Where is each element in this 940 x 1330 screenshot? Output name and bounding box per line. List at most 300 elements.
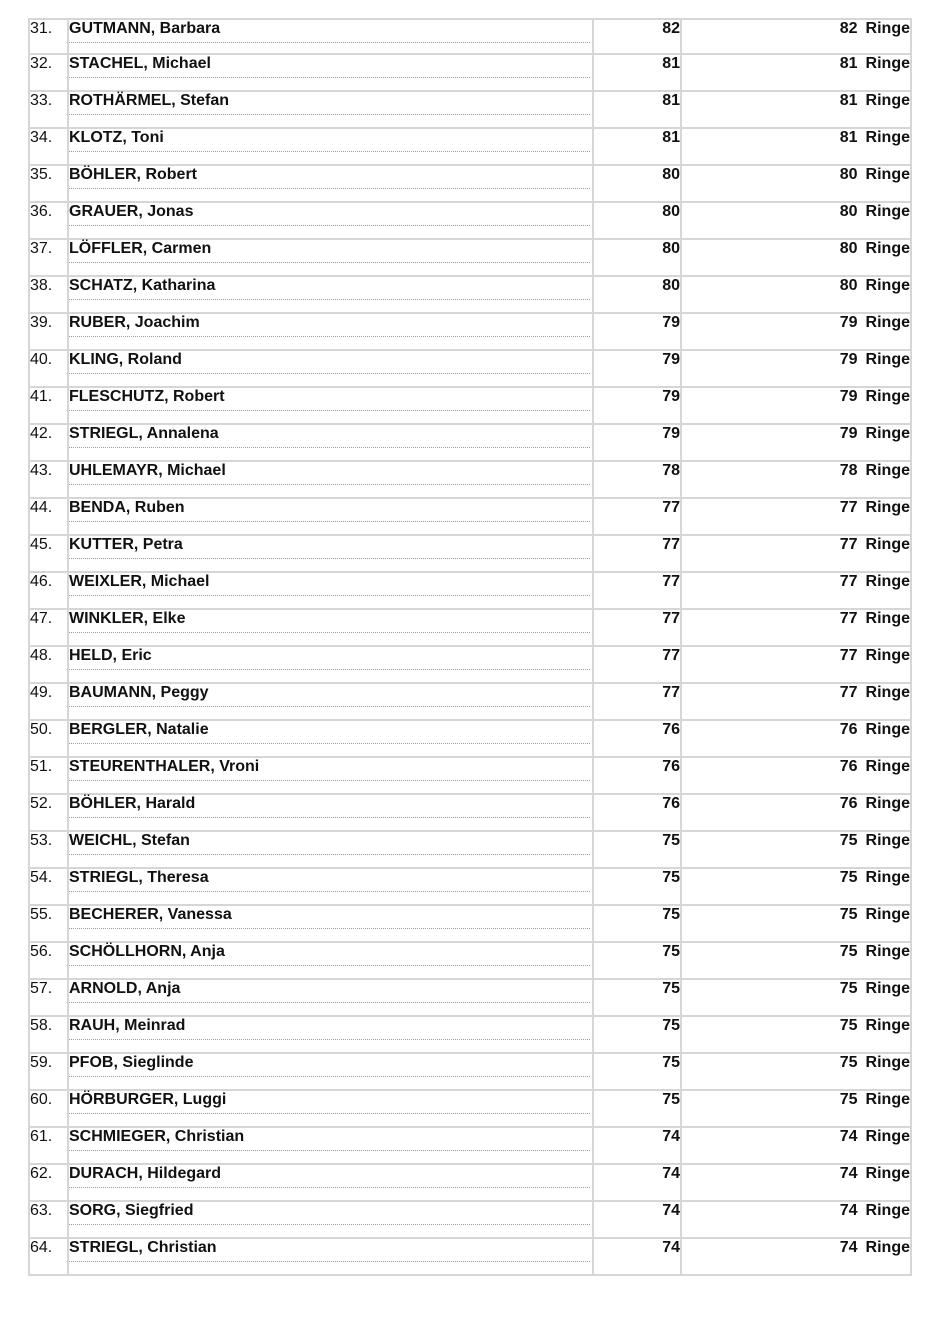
total-score: 75 <box>839 943 858 960</box>
participant-name: BAUMANN, Peggy <box>69 684 209 701</box>
score-cell: 77 <box>594 684 682 721</box>
dotted-leader <box>69 595 590 596</box>
name-cell <box>69 462 594 499</box>
score-cell: 79 <box>594 425 682 462</box>
participant-name: WEICHL, Stefan <box>69 832 190 849</box>
total-score: 79 <box>839 388 858 405</box>
total-cell <box>682 536 912 573</box>
total-score: 75 <box>839 906 858 923</box>
dotted-leader <box>69 1076 590 1077</box>
name-cell <box>69 795 594 832</box>
name-cell <box>69 980 594 1017</box>
rank-cell: 61. <box>28 1128 69 1165</box>
total-cell <box>682 1128 912 1165</box>
dotted-leader <box>69 1002 590 1003</box>
unit-label: Ringe <box>865 55 910 72</box>
unit-label: Ringe <box>865 462 910 479</box>
total-cell <box>682 462 912 499</box>
name-cell <box>69 1054 594 1091</box>
score-cell: 74 <box>594 1239 682 1276</box>
rank-cell: 43. <box>28 462 69 499</box>
dotted-leader <box>69 42 590 43</box>
total-cell <box>682 1165 912 1202</box>
name-cell <box>69 1017 594 1054</box>
score-cell: 76 <box>594 758 682 795</box>
table-row <box>28 1165 912 1202</box>
unit-label: Ringe <box>865 277 910 294</box>
participant-name: DURACH, Hildegard <box>69 1165 222 1182</box>
score-cell: 77 <box>594 499 682 536</box>
name-cell <box>69 425 594 462</box>
rank-cell: 35. <box>28 166 69 203</box>
unit-label: Ringe <box>865 906 910 923</box>
dotted-leader <box>69 1187 590 1188</box>
total-cell <box>682 684 912 721</box>
participant-name: STRIEGL, Christian <box>69 1239 217 1256</box>
total-cell <box>682 351 912 388</box>
score-cell: 77 <box>594 647 682 684</box>
table-row <box>28 980 912 1017</box>
score-cell: 75 <box>594 943 682 980</box>
table-row <box>28 758 912 795</box>
table-row <box>28 1054 912 1091</box>
participant-name: PFOB, Sieglinde <box>69 1054 194 1071</box>
unit-label: Ringe <box>865 1239 910 1256</box>
participant-name: STEURENTHALER, Vroni <box>69 758 260 775</box>
participant-name: FLESCHUTZ, Robert <box>69 388 225 405</box>
score-cell: 77 <box>594 573 682 610</box>
score-cell: 80 <box>594 166 682 203</box>
participant-name: STRIEGL, Theresa <box>69 869 209 886</box>
score-cell: 81 <box>594 92 682 129</box>
name-cell <box>69 129 594 166</box>
table-row <box>28 832 912 869</box>
table-row <box>28 203 912 240</box>
participant-name: KLING, Roland <box>69 351 182 368</box>
total-cell <box>682 758 912 795</box>
score-cell: 74 <box>594 1128 682 1165</box>
participant-name: LÖFFLER, Carmen <box>69 240 212 257</box>
total-score: 76 <box>839 795 858 812</box>
table-row <box>28 721 912 758</box>
dotted-leader <box>69 558 590 559</box>
participant-name: BECHERER, Vanessa <box>69 906 232 923</box>
dotted-leader <box>69 188 590 189</box>
table-row <box>28 795 912 832</box>
participant-name: ARNOLD, Anja <box>69 980 181 997</box>
participant-name: SORG, Siegfried <box>69 1202 194 1219</box>
participant-name: BERGLER, Natalie <box>69 721 209 738</box>
name-cell <box>69 906 594 943</box>
table-row <box>28 684 912 721</box>
rank-cell: 45. <box>28 536 69 573</box>
participant-name: BENDA, Ruben <box>69 499 185 516</box>
participant-name: HÖRBURGER, Luggi <box>69 1091 227 1108</box>
participant-name: KLOTZ, Toni <box>69 129 164 146</box>
unit-label: Ringe <box>865 1091 910 1108</box>
dotted-leader <box>69 891 590 892</box>
table-row <box>28 240 912 277</box>
rank-cell: 62. <box>28 1165 69 1202</box>
rank-cell: 37. <box>28 240 69 277</box>
dotted-leader <box>69 521 590 522</box>
total-cell <box>682 1017 912 1054</box>
rank-cell: 47. <box>28 610 69 647</box>
table-row <box>28 92 912 129</box>
dotted-leader <box>69 854 590 855</box>
table-row <box>28 1239 912 1276</box>
unit-label: Ringe <box>865 795 910 812</box>
name-cell <box>69 499 594 536</box>
total-cell <box>682 166 912 203</box>
total-cell <box>682 55 912 92</box>
total-score: 75 <box>839 832 858 849</box>
unit-label: Ringe <box>865 758 910 775</box>
table-row <box>28 499 912 536</box>
rank-cell: 63. <box>28 1202 69 1239</box>
score-cell: 74 <box>594 1165 682 1202</box>
table-row <box>28 314 912 351</box>
score-cell: 81 <box>594 129 682 166</box>
total-cell <box>682 943 912 980</box>
total-score: 81 <box>839 55 858 72</box>
table-row <box>28 647 912 684</box>
table-row <box>28 1091 912 1128</box>
score-cell: 75 <box>594 906 682 943</box>
score-cell: 76 <box>594 721 682 758</box>
participant-name: BÖHLER, Harald <box>69 795 196 812</box>
name-cell <box>69 388 594 425</box>
name-cell <box>69 18 594 55</box>
total-score: 81 <box>839 92 858 109</box>
total-score: 80 <box>839 166 858 183</box>
rank-cell: 64. <box>28 1239 69 1276</box>
total-score: 80 <box>839 277 858 294</box>
rank-cell: 31. <box>28 18 69 55</box>
total-cell <box>682 314 912 351</box>
total-cell <box>682 869 912 906</box>
unit-label: Ringe <box>865 1054 910 1071</box>
participant-name: WEIXLER, Michael <box>69 573 210 590</box>
dotted-leader <box>69 1039 590 1040</box>
participant-name: HELD, Eric <box>69 647 152 664</box>
name-cell <box>69 536 594 573</box>
rank-cell: 59. <box>28 1054 69 1091</box>
table-row <box>28 425 912 462</box>
total-cell <box>682 1202 912 1239</box>
dotted-leader <box>69 410 590 411</box>
name-cell <box>69 314 594 351</box>
name-cell <box>69 1202 594 1239</box>
rank-cell: 53. <box>28 832 69 869</box>
name-cell <box>69 758 594 795</box>
rank-cell: 34. <box>28 129 69 166</box>
participant-name: WINKLER, Elke <box>69 610 186 627</box>
table-row <box>28 1202 912 1239</box>
table-row <box>28 277 912 314</box>
total-cell <box>682 610 912 647</box>
total-score: 74 <box>839 1165 858 1182</box>
name-cell <box>69 943 594 980</box>
total-score: 77 <box>839 573 858 590</box>
participant-name: SCHMIEGER, Christian <box>69 1128 245 1145</box>
total-score: 74 <box>839 1128 858 1145</box>
table-row <box>28 1128 912 1165</box>
dotted-leader <box>69 743 590 744</box>
table-row <box>28 610 912 647</box>
dotted-leader <box>69 373 590 374</box>
score-cell: 75 <box>594 832 682 869</box>
table-row <box>28 573 912 610</box>
dotted-leader <box>69 1261 590 1262</box>
total-score: 75 <box>839 1091 858 1108</box>
rank-cell: 38. <box>28 277 69 314</box>
dotted-leader <box>69 484 590 485</box>
total-score: 77 <box>839 536 858 553</box>
dotted-leader <box>69 336 590 337</box>
table-row <box>28 166 912 203</box>
unit-label: Ringe <box>865 351 910 368</box>
rank-cell: 49. <box>28 684 69 721</box>
score-cell: 78 <box>594 462 682 499</box>
total-cell <box>682 721 912 758</box>
total-score: 74 <box>839 1239 858 1256</box>
total-score: 75 <box>839 1017 858 1034</box>
total-cell <box>682 425 912 462</box>
dotted-leader <box>69 299 590 300</box>
name-cell <box>69 277 594 314</box>
score-cell: 77 <box>594 536 682 573</box>
rank-cell: 56. <box>28 943 69 980</box>
rank-cell: 42. <box>28 425 69 462</box>
score-cell: 80 <box>594 240 682 277</box>
total-score: 79 <box>839 351 858 368</box>
rank-cell: 50. <box>28 721 69 758</box>
table-row <box>28 55 912 92</box>
unit-label: Ringe <box>865 240 910 257</box>
name-cell <box>69 573 594 610</box>
table-row <box>28 351 912 388</box>
rank-cell: 55. <box>28 906 69 943</box>
total-cell <box>682 1239 912 1276</box>
unit-label: Ringe <box>865 869 910 886</box>
rank-cell: 32. <box>28 55 69 92</box>
name-cell <box>69 166 594 203</box>
score-cell: 79 <box>594 351 682 388</box>
dotted-leader <box>69 262 590 263</box>
total-score: 81 <box>839 129 858 146</box>
participant-name: BÖHLER, Robert <box>69 166 197 183</box>
total-cell <box>682 277 912 314</box>
total-cell <box>682 240 912 277</box>
total-cell <box>682 129 912 166</box>
unit-label: Ringe <box>865 425 910 442</box>
rank-cell: 48. <box>28 647 69 684</box>
participant-name: ROTHÄRMEL, Stefan <box>69 92 229 109</box>
rank-cell: 36. <box>28 203 69 240</box>
unit-label: Ringe <box>865 647 910 664</box>
dotted-leader <box>69 632 590 633</box>
rank-cell: 60. <box>28 1091 69 1128</box>
name-cell <box>69 55 594 92</box>
table-row <box>28 388 912 425</box>
rank-cell: 33. <box>28 92 69 129</box>
table-row <box>28 462 912 499</box>
rank-cell: 51. <box>28 758 69 795</box>
results-body <box>28 18 912 1276</box>
total-score: 80 <box>839 203 858 220</box>
total-cell <box>682 1054 912 1091</box>
rank-cell: 40. <box>28 351 69 388</box>
table-row <box>28 129 912 166</box>
name-cell <box>69 610 594 647</box>
participant-name: RUBER, Joachim <box>69 314 200 331</box>
unit-label: Ringe <box>865 92 910 109</box>
rank-cell: 57. <box>28 980 69 1017</box>
unit-label: Ringe <box>865 536 910 553</box>
score-cell: 82 <box>594 18 682 55</box>
name-cell <box>69 1091 594 1128</box>
total-score: 75 <box>839 869 858 886</box>
participant-name: KUTTER, Petra <box>69 536 183 553</box>
participant-name: STRIEGL, Annalena <box>69 425 219 442</box>
total-cell <box>682 499 912 536</box>
dotted-leader <box>69 706 590 707</box>
dotted-leader <box>69 1224 590 1225</box>
dotted-leader <box>69 965 590 966</box>
rank-cell: 58. <box>28 1017 69 1054</box>
dotted-leader <box>69 225 590 226</box>
participant-name: GUTMANN, Barbara <box>69 20 221 37</box>
name-cell <box>69 684 594 721</box>
name-cell <box>69 1128 594 1165</box>
rank-cell: 52. <box>28 795 69 832</box>
participant-name: RAUH, Meinrad <box>69 1017 186 1034</box>
score-cell: 75 <box>594 869 682 906</box>
rank-cell: 46. <box>28 573 69 610</box>
table-row <box>28 943 912 980</box>
results-table <box>28 18 912 1276</box>
total-score: 77 <box>839 684 858 701</box>
total-cell <box>682 980 912 1017</box>
rank-cell: 44. <box>28 499 69 536</box>
score-cell: 79 <box>594 314 682 351</box>
total-cell <box>682 203 912 240</box>
unit-label: Ringe <box>865 943 910 960</box>
total-score: 77 <box>839 610 858 627</box>
dotted-leader <box>69 1150 590 1151</box>
unit-label: Ringe <box>865 203 910 220</box>
dotted-leader <box>69 928 590 929</box>
unit-label: Ringe <box>865 1165 910 1182</box>
score-cell: 79 <box>594 388 682 425</box>
table-row <box>28 906 912 943</box>
unit-label: Ringe <box>865 1128 910 1145</box>
score-cell: 76 <box>594 795 682 832</box>
total-cell <box>682 647 912 684</box>
rank-cell: 41. <box>28 388 69 425</box>
rank-cell: 54. <box>28 869 69 906</box>
score-cell: 75 <box>594 1091 682 1128</box>
dotted-leader <box>69 77 590 78</box>
total-score: 78 <box>839 462 858 479</box>
participant-name: SCHATZ, Katharina <box>69 277 216 294</box>
total-score: 77 <box>839 647 858 664</box>
total-cell <box>682 832 912 869</box>
total-cell <box>682 18 912 55</box>
name-cell <box>69 647 594 684</box>
name-cell <box>69 240 594 277</box>
participant-name: UHLEMAYR, Michael <box>69 462 226 479</box>
total-cell <box>682 573 912 610</box>
total-score: 74 <box>839 1202 858 1219</box>
dotted-leader <box>69 151 590 152</box>
unit-label: Ringe <box>865 20 910 37</box>
unit-label: Ringe <box>865 1202 910 1219</box>
unit-label: Ringe <box>865 721 910 738</box>
unit-label: Ringe <box>865 166 910 183</box>
score-cell: 81 <box>594 55 682 92</box>
total-cell <box>682 795 912 832</box>
rank-cell: 39. <box>28 314 69 351</box>
total-cell <box>682 906 912 943</box>
dotted-leader <box>69 780 590 781</box>
name-cell <box>69 1165 594 1202</box>
dotted-leader <box>69 114 590 115</box>
name-cell <box>69 721 594 758</box>
participant-name: SCHÖLLHORN, Anja <box>69 943 225 960</box>
table-row <box>28 18 912 55</box>
total-score: 82 <box>839 20 858 37</box>
total-score: 79 <box>839 425 858 442</box>
total-score: 75 <box>839 1054 858 1071</box>
table-row <box>28 1017 912 1054</box>
unit-label: Ringe <box>865 314 910 331</box>
total-score: 77 <box>839 499 858 516</box>
score-cell: 74 <box>594 1202 682 1239</box>
name-cell <box>69 351 594 388</box>
name-cell <box>69 92 594 129</box>
unit-label: Ringe <box>865 832 910 849</box>
dotted-leader <box>69 817 590 818</box>
unit-label: Ringe <box>865 129 910 146</box>
total-score: 80 <box>839 240 858 257</box>
unit-label: Ringe <box>865 573 910 590</box>
total-score: 79 <box>839 314 858 331</box>
unit-label: Ringe <box>865 610 910 627</box>
name-cell <box>69 832 594 869</box>
unit-label: Ringe <box>865 388 910 405</box>
unit-label: Ringe <box>865 684 910 701</box>
table-row <box>28 536 912 573</box>
participant-name: GRAUER, Jonas <box>69 203 194 220</box>
dotted-leader <box>69 669 590 670</box>
dotted-leader <box>69 1113 590 1114</box>
score-cell: 75 <box>594 1017 682 1054</box>
score-cell: 80 <box>594 277 682 314</box>
score-cell: 80 <box>594 203 682 240</box>
name-cell <box>69 869 594 906</box>
total-cell <box>682 92 912 129</box>
score-cell: 75 <box>594 980 682 1017</box>
unit-label: Ringe <box>865 1017 910 1034</box>
unit-label: Ringe <box>865 980 910 997</box>
unit-label: Ringe <box>865 499 910 516</box>
table-row <box>28 869 912 906</box>
name-cell <box>69 203 594 240</box>
name-cell <box>69 1239 594 1276</box>
dotted-leader <box>69 447 590 448</box>
